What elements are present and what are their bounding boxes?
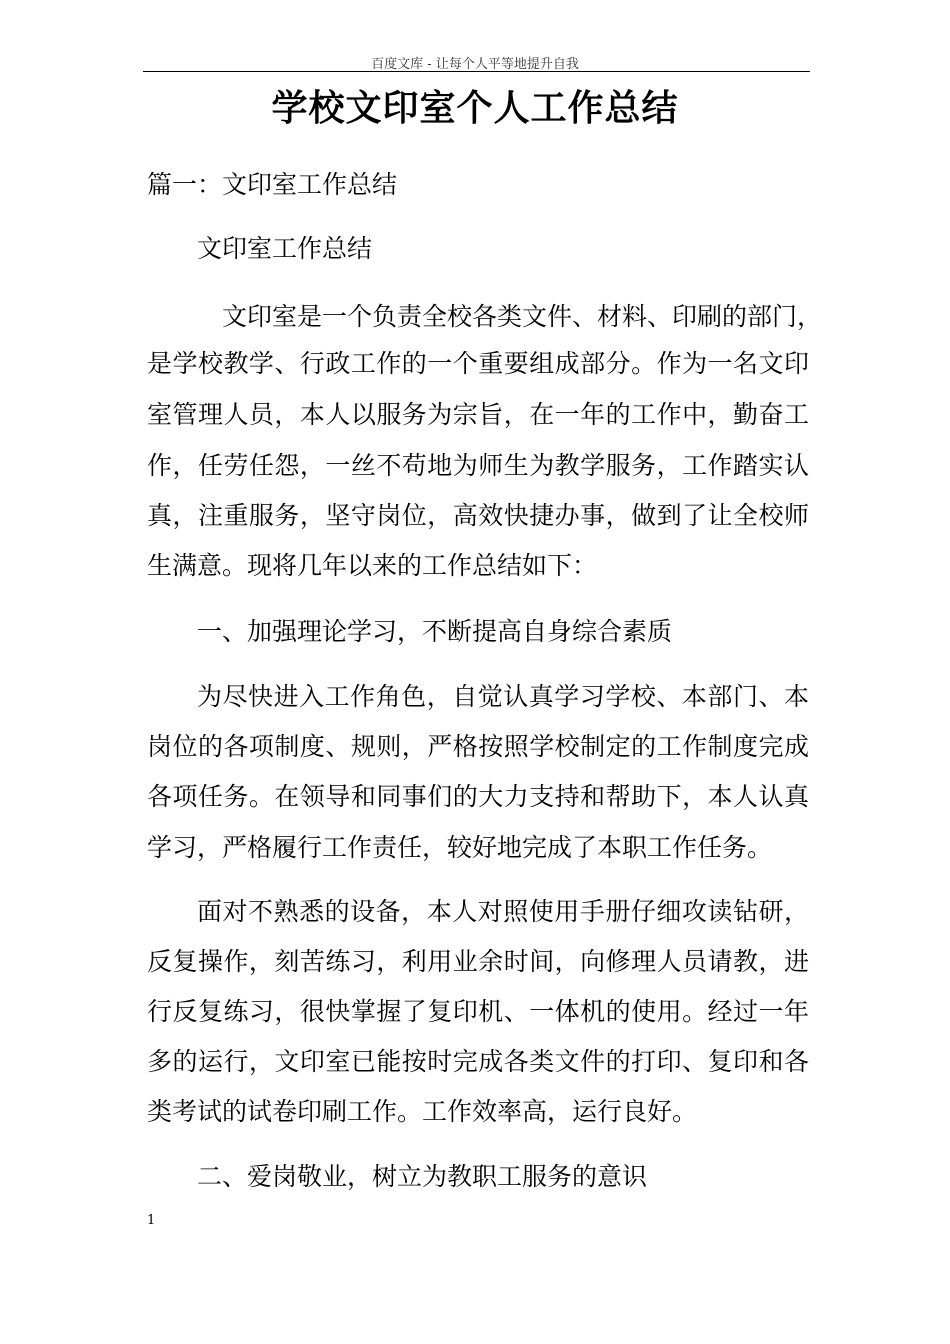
subsection-heading: 文印室工作总结 xyxy=(197,234,373,263)
section-heading-2: 一、加强理论学习，不断提高自身综合素质 xyxy=(197,617,673,646)
paragraph-line: 各项任务。在领导和同事们的大力支持和帮助下，本人认真 xyxy=(147,782,809,811)
paragraph-line: 作，任劳任怨，一丝不苟地为师生为教学服务，工作踏实认 xyxy=(147,451,809,480)
document-title: 学校文印室个人工作总结 xyxy=(271,87,679,129)
paragraph-line: 多的运行，文印室已能按时完成各类文件的打印、复印和各 xyxy=(147,1047,809,1076)
section-heading-1: 篇一：文印室工作总结 xyxy=(147,170,398,199)
paragraph-line: 类考试的试卷印刷工作。工作效率高，运行良好。 xyxy=(147,1097,698,1126)
page-number: 1 xyxy=(147,1213,156,1228)
paragraph-line: 为尽快进入工作角色，自觉认真学习学校、本部门、本 xyxy=(197,682,809,711)
page-header: 百度文库 - 让每个人平等地提升自我 xyxy=(371,57,579,72)
paragraph-line: 岗位的各项制度、规则，严格按照学校制定的工作制度完成 xyxy=(147,732,809,761)
paragraph-line: 生满意。现将几年以来的工作总结如下： xyxy=(147,551,598,580)
paragraph-line: 面对不熟悉的设备，本人对照使用手册仔细攻读钻研， xyxy=(197,897,809,926)
paragraph-line: 是学校教学、行政工作的一个重要组成部分。作为一名文印 xyxy=(147,349,809,378)
paragraph-line: 室管理人员，本人以服务为宗旨，在一年的工作中，勤奋工 xyxy=(147,400,809,429)
paragraph-line: 学习，严格履行工作责任，较好地完成了本职工作任务。 xyxy=(147,833,773,862)
paragraph-line: 文印室是一个负责全校各类文件、材料、印刷的部门， xyxy=(222,302,823,331)
header-divider xyxy=(143,71,810,72)
section-heading-3: 二、爱岗敬业，树立为教职工服务的意识 xyxy=(197,1162,648,1191)
paragraph-line: 反复操作，刻苦练习，利用业余时间，向修理人员请教，进 xyxy=(147,947,809,976)
paragraph-line: 行反复练习，很快掌握了复印机、一体机的使用。经过一年 xyxy=(147,997,809,1026)
paragraph-line: 真，注重服务，坚守岗位，高效快捷办事，做到了让全校师 xyxy=(147,501,809,530)
